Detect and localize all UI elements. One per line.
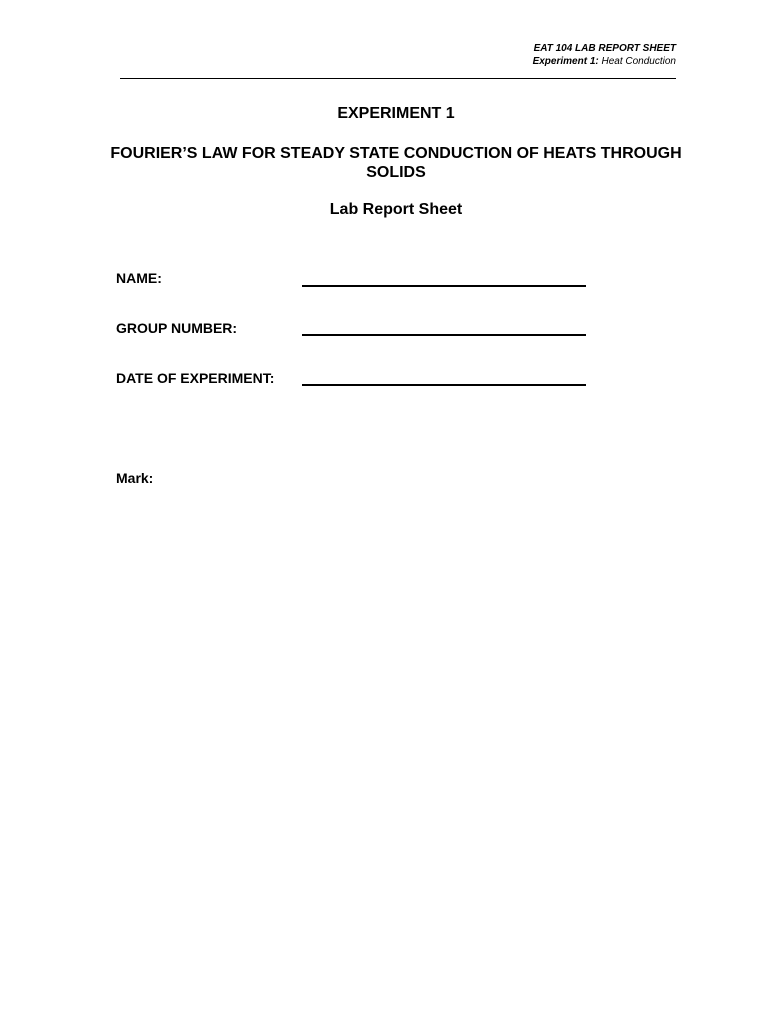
name-label: NAME:	[116, 270, 162, 286]
mark-label: Mark:	[116, 470, 154, 486]
experiment-header-topic: Heat Conduction	[601, 56, 676, 67]
group-number-label: GROUP NUMBER:	[116, 320, 238, 336]
experiment-main-title: FOURIER’S LAW FOR STEADY STATE CONDUCTION OF HEATS THROUGH SOLIDS	[110, 145, 682, 181]
experiment-header-label: Experiment 1:	[532, 56, 599, 67]
header-divider	[120, 78, 676, 79]
date-of-experiment-label: DATE OF EXPERIMENT:	[116, 370, 275, 386]
name-field-line	[302, 285, 586, 287]
date-of-experiment-field-line	[302, 384, 586, 386]
experiment-header	[533, 55, 676, 68]
report-sheet-subtitle: Lab Report Sheet	[329, 201, 463, 218]
group-number-field-line	[302, 334, 586, 336]
experiment-number-title: EXPERIMENT 1	[337, 105, 455, 122]
course-header: EAT 104 LAB REPORT SHEET	[533, 43, 676, 54]
page-header	[533, 42, 676, 68]
